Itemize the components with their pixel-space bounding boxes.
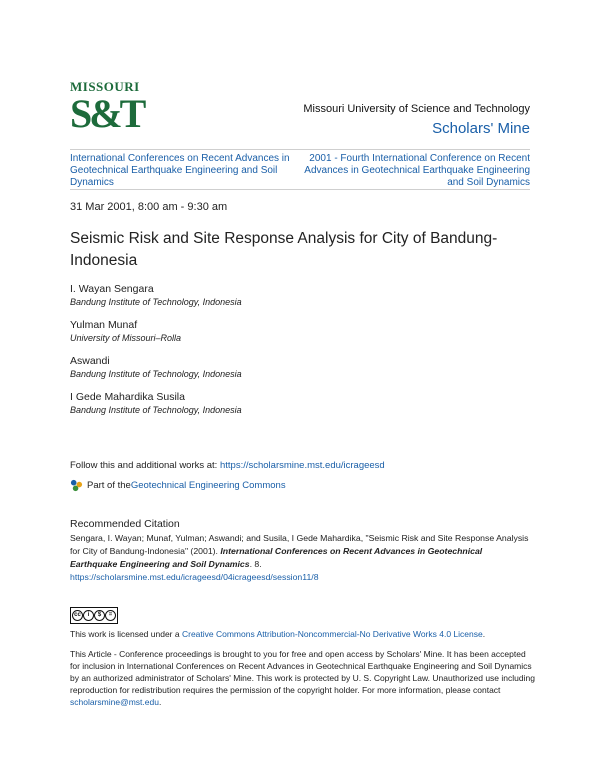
by-icon: i: [83, 610, 94, 621]
author-name: Yulman Munaf: [70, 319, 138, 331]
collection-link-left[interactable]: International Conferences on Recent Advances in Geotechnical Earthquake Engineering and Soil Dynamics: [70, 153, 290, 188]
citation-journal: International Conferences on Recent Advances in Geotechnical Earthquake Engineering and Soil Dynamics: [70, 546, 483, 569]
cc-by-nc-nd-badge[interactable]: [70, 607, 118, 624]
license-suffix: .: [482, 629, 486, 639]
author-entry: [70, 319, 530, 355]
collection-link-right[interactable]: 2001 - Fourth International Conference on Recent Advances in Geotechnical Earthquake Engineering and Soil Dynamics: [304, 153, 530, 188]
logo-top-text: MISSOURI: [70, 79, 140, 94]
part-of-prefix: Part of the: [87, 480, 131, 491]
header-divider: [70, 149, 530, 150]
access-notice: [70, 648, 536, 708]
missouri-st-logo[interactable]: [70, 80, 142, 140]
commons-network-icon: [70, 479, 83, 492]
license-link[interactable]: Creative Commons Attribution-Noncommercial-No Derivative Works 4.0 License: [181, 629, 483, 639]
author-affiliation: University of Missouri–Rolla: [70, 333, 182, 343]
author-name: Aswandi: [70, 355, 110, 367]
author-affiliation: Bandung Institute of Technology, Indonesia: [70, 297, 242, 307]
citation-text: [70, 532, 530, 584]
author-entry: [70, 391, 530, 427]
author-list: [70, 283, 530, 427]
nc-icon: $: [94, 610, 105, 621]
follow-link[interactable]: https://scholarsmine.mst.edu/icrageesd: [219, 460, 385, 471]
part-of-link[interactable]: Geotechnical Engineering Commons: [130, 480, 286, 491]
citation-suffix: . 8.: [249, 559, 262, 569]
citation-url[interactable]: https://scholarsmine.mst.edu/icrageesd/04icrageesd/session11/8: [70, 572, 319, 582]
repository-link[interactable]: Scholars' Mine: [432, 120, 530, 137]
author-affiliation: Bandung Institute of Technology, Indonesia: [70, 405, 242, 415]
cc-icon: cc: [72, 610, 83, 621]
citation-body: Sengara, I. Wayan; Munaf, Yulman; Aswandi; and Susila, I Gede Mahardika, "Seismic Risk and Site Response Analysis for City of Bandung-Indonesia" (2001).: [70, 533, 529, 556]
notice-text: This Article - Conference proceedings is brought to you for free and open access by Scholars' Mine. It has been accepted for inclusion in International Conferences on Recent Advances in Geotechnical Earthquake Engineering and Soil Dynamics by an authorized administrator of Scholars' Mine. This work is protected by U. S. Copyright Law. Unauthorized use including reproduction for redistribution requires the permission of the copyright holder. For more information, please contact: [70, 649, 535, 695]
follow-prefix: Follow this and additional works at:: [70, 460, 220, 471]
author-name: I. Wayan Sengara: [70, 283, 154, 295]
follow-line: [70, 460, 385, 471]
author-entry: [70, 283, 530, 319]
author-name: I Gede Mahardika Susila: [70, 391, 185, 403]
nd-icon: =: [105, 610, 116, 621]
license-prefix: This work is licensed under a: [70, 629, 182, 639]
collections-divider: [70, 189, 530, 190]
part-of-line: [70, 479, 286, 492]
license-line: [70, 629, 540, 639]
institution-name: Missouri University of Science and Technology: [303, 103, 530, 115]
paper-title: Seismic Risk and Site Response Analysis for City of Bandung-Indonesia: [70, 230, 498, 269]
author-entry: [70, 355, 530, 391]
author-affiliation: Bandung Institute of Technology, Indonesia: [70, 369, 242, 379]
contact-email-link[interactable]: scholarsmine@mst.edu: [70, 697, 159, 707]
event-date: 31 Mar 2001, 8:00 am - 9:30 am: [70, 201, 228, 213]
recommended-citation-heading: Recommended Citation: [70, 518, 180, 530]
logo-main-text: S&T: [70, 91, 144, 136]
notice-end: .: [158, 697, 162, 707]
